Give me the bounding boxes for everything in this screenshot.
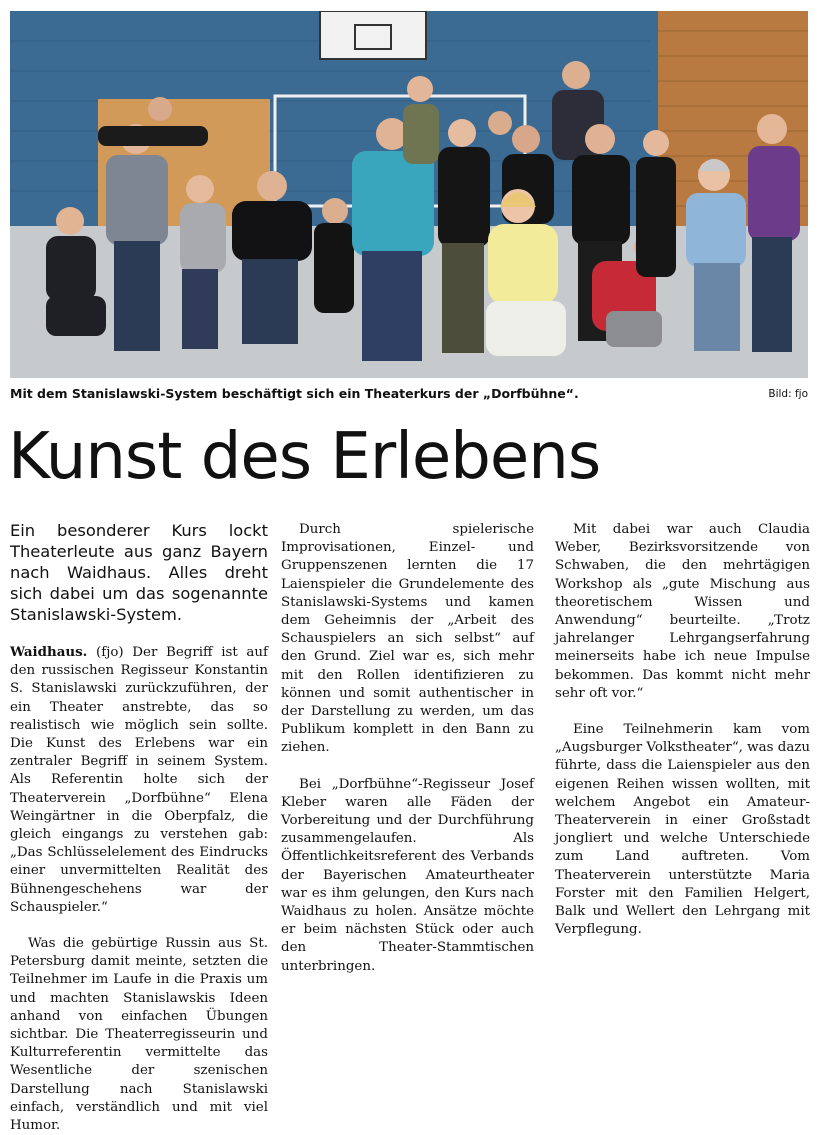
article-headline: Kunst des Erlebens (8, 420, 601, 494)
photo-caption-row (10, 386, 808, 404)
article-paragraph (281, 776, 534, 976)
photo-credit: Bild: fjo (768, 388, 808, 400)
photo-caption: Mit dem Stanislawski-System beschäftigt sich ein Theaterkurs der „Dorfbühne“. (10, 386, 579, 401)
article-paragraph (10, 643, 268, 917)
group-photo (10, 11, 808, 378)
article-paragraph-text: Bei „Dorfbühne“-Regisseur Josef Kleber waren alle Fäden der Vorbereitung und der Durchführung zusammengelaufen. Als Öffentlichkeitsreferent des Verbands der Bayerischen Amateurtheater war es ihm gelungen, den Kurs nach Waidhaus zu holen. Ansätze möchte er beim nächsten Stück oder auch den Theater-Stammtischen unterbringen. (281, 776, 534, 974)
article-paragraph-text: Was die gebürtige Russin aus St. Petersburg damit meinte, setzten die Teilnehmer im Laufe in die Praxis um und machten Stanislawskis Ideen anhand von einfachen Übungen sichtbar. Die Theaterregisseurin und Kulturreferentin vermittelte das Wesentliche der szenischen Darstellung nach Stanislawski einfach, verständlich und mit viel Humor. (10, 936, 268, 1134)
article-paragraph-text: (fjo) Der Begriff ist auf den russischen Regisseur Konstantin S. Stanislawski zurückzuführen, der ein Theater anstrebte, das so realistisch wie möglich sein sollte. Die Kunst des Erlebens war ein zentraler Begriff in seinem System. Als Referentin holte sich der Theaterverein „Dorfbühne“ Elena Weingärtner in die Oberpfalz, die gleich eingangs zu verstehen gab: „Das Schlüsselelement des Eindrucks einer unvermittelten Realität des Bühnengeschehens war der Schauspieler.“ (10, 645, 268, 915)
article-column-3 (555, 521, 810, 939)
article-lede: Ein besonderer Kurs lockt Theaterleute aus ganz Bayern nach Waidhaus. Alles dreht sich dabei um das sogenannte Stanislawski-System. (10, 521, 268, 624)
article-paragraph (10, 935, 268, 1135)
article-column-1 (10, 520, 268, 1135)
article-dateline: Waidhaus. (10, 644, 88, 660)
group-photo-illustration (10, 11, 808, 378)
article-paragraph-text: Durch spielerische Improvisationen, Einzel- und Gruppenszenen lernten die 17 Laienspieler die Grundelemente des Stanislawski-Systems und kamen dem Geheimnis der „Arbeit des Schauspielers an sich selbst“ auf den Grund. Ziel war es, sich mehr mit den Rollen identifizieren zu können und somit authentischer in der Darstellung zu werden, um das Publikum komplett in den Bann zu ziehen. (281, 522, 534, 756)
article-paragraph (555, 521, 810, 703)
article-paragraph-text: Mit dabei war auch Claudia Weber, Bezirksvorsitzende von Schwaben, die den mehrtägigen Workshop als „gute Mischung aus theoretischem Wissen und Anwendung“ beurteilte. „Trotz jahrelanger Lehrgangserfahrung meinerseits habe ich neue Impulse bekommen. Das kommt nicht mehr sehr oft vor.“ (555, 522, 810, 701)
article-paragraph (281, 521, 534, 758)
article-paragraph-text: Eine Teilnehmerin kam vom „Augsburger Volkstheater“, was dazu führte, dass die Laienspieler aus den eigenen Reihen wissen wollten, mit welchem Angebot ein Amateur-Theaterverein in einer Großstadt jongliert und welche Unterschiede zum Land auftreten. Vom Theaterverein unterstützte Maria Forster mit den Familien Helgert, Balk und Wellert den Lehrgang mit Verpflegung. (555, 722, 810, 938)
article-paragraph (555, 721, 810, 939)
article-column-2 (281, 521, 534, 976)
